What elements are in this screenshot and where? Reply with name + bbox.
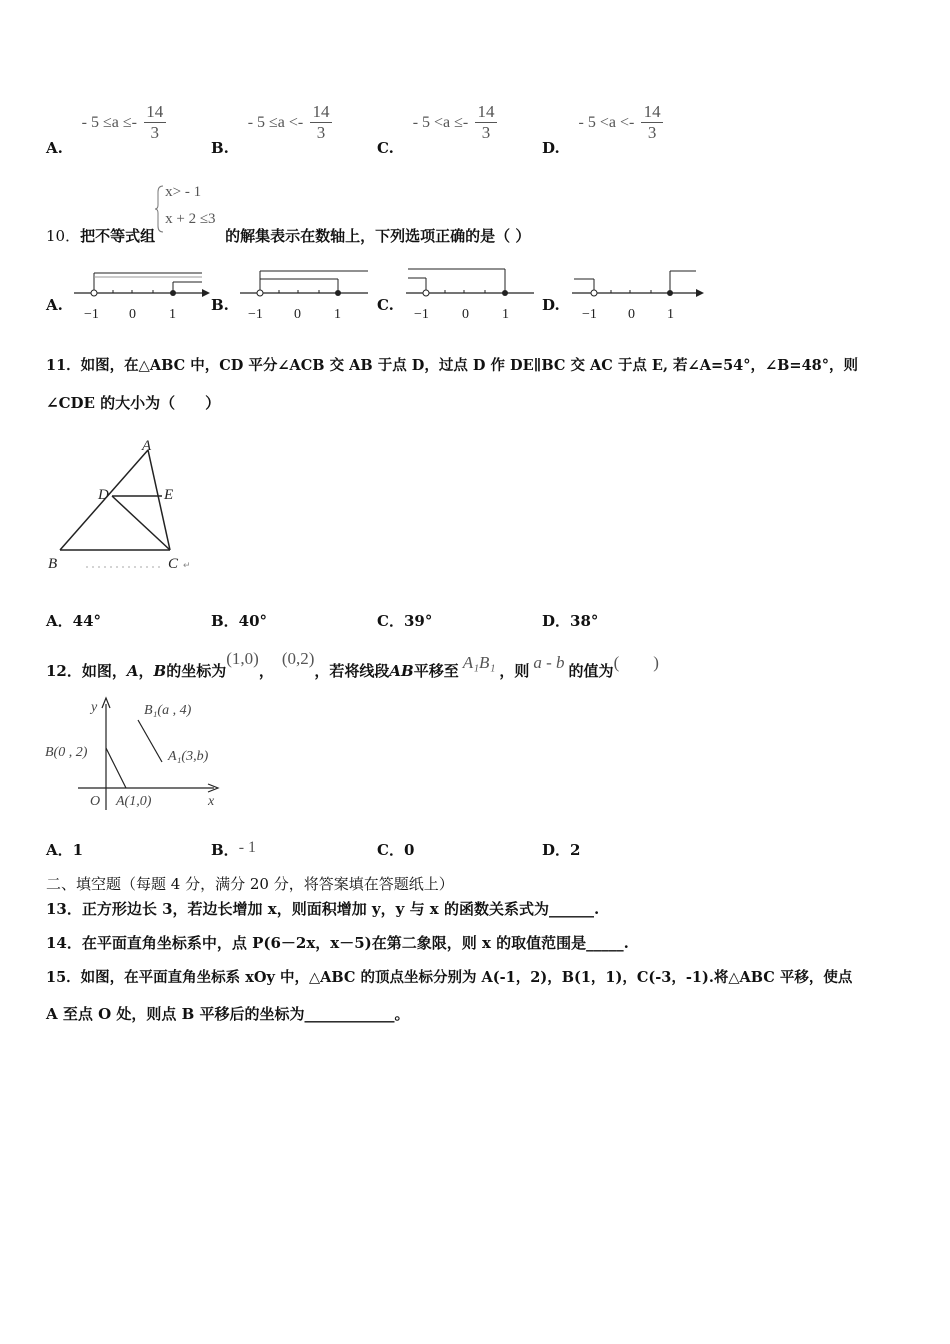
vertex-label-a: A	[142, 438, 152, 454]
tick-label: 1	[334, 307, 341, 322]
tick-label: 1	[169, 307, 176, 322]
q12-sep: ，	[138, 662, 154, 680]
vertex-label-e: E	[164, 487, 174, 503]
q12-expression: a - b	[533, 653, 565, 672]
q12-option-b[interactable]	[211, 836, 256, 857]
tick-label: −1	[84, 307, 99, 322]
q12-option-value: 1	[72, 841, 84, 859]
q9-option-b[interactable]	[211, 102, 334, 157]
tick-label: −1	[414, 307, 429, 322]
q15-line-1: 15．如图，在平面直角坐标系 xOy 中，△ABC 的顶点坐标分别为 A(-1，2)，B(1，1)，C(-3，-1).将△ABC 平移，使点	[46, 969, 853, 986]
q10-option-b-letter[interactable]: B.	[211, 296, 229, 314]
vertex-label-b: B	[48, 556, 58, 572]
q9-option-letter: A.	[46, 138, 63, 157]
tick-label: −1	[248, 307, 263, 322]
q10-number-line-d[interactable]	[568, 262, 708, 326]
q10-option-c-letter[interactable]: C.	[377, 296, 394, 314]
q12-option-c[interactable]	[377, 839, 414, 860]
q11-line-2: ∠CDE 的大小为（ ）	[46, 394, 221, 412]
q9-option-fraction: $\frac{14}{3}$	[144, 102, 166, 143]
q9-option-a[interactable]	[46, 102, 168, 157]
q9-option-lhs: - 5 <a ≤-	[412, 113, 469, 131]
q13-text: 13．正方形边长 3，若边长增加 x，则面积增加 y，y 与 x 的函数关系式为______.	[46, 900, 600, 918]
q9-option-lhs: - 5 <a <-	[578, 113, 635, 131]
q12-answer-paren: ( )	[613, 653, 659, 672]
q9-option-letter: D.	[542, 138, 560, 157]
q10-number-line-c[interactable]	[402, 262, 542, 326]
point-a1-label: A₁(3,b)	[168, 749, 209, 764]
y-axis-label: y	[91, 700, 98, 715]
q10-number-line-b[interactable]	[236, 262, 376, 326]
q10-inequality-2: x + 2 ≤3	[165, 211, 216, 227]
q12-post: 的值为	[568, 662, 614, 680]
tick-label: −1	[582, 307, 597, 322]
q10-inequality-1: x> - 1	[165, 184, 202, 200]
q12-option-letter: A．	[46, 841, 73, 859]
q9-option-d[interactable]	[542, 102, 665, 157]
q12-mid2: ，若将线段	[314, 662, 390, 680]
q12-mid3: 平移至	[413, 662, 459, 680]
q12-coord-b: (0,2)	[281, 649, 315, 668]
q10-option-d-letter[interactable]: D.	[542, 296, 560, 314]
q10-option-a-letter[interactable]: A.	[46, 296, 63, 314]
q9-option-lhs: - 5 ≤a <-	[247, 113, 304, 131]
q10-pre: 把不等式组	[80, 227, 156, 245]
q12-option-d[interactable]	[542, 839, 580, 860]
q12-option-value: 0	[403, 841, 415, 859]
q12-segment-1: A₁B₁	[462, 653, 496, 672]
q11-option-a[interactable]: A．44°	[46, 612, 102, 630]
q12-segment: AB	[389, 662, 414, 680]
return-arrow-icon: ↵	[183, 560, 191, 570]
q11-triangle-figure	[44, 432, 204, 578]
left-brace-icon	[155, 184, 165, 234]
q11-option-b[interactable]: B．40°	[211, 612, 268, 630]
point-b1-label: B₁(a , 4)	[144, 703, 192, 718]
q9-option-fraction: $\frac{14}{3}$	[641, 102, 663, 143]
q12-coord-a: (1,0)	[226, 649, 259, 668]
q9-option-lhs: - 5 ≤a ≤-	[81, 113, 137, 131]
q11-line-1: 11．如图，在△ABC 中，CD 平分∠ACB 交 AB 于点 D，过点 D 作 DE∥BC 交 AC 于点 E, 若∠A=54°，∠B=48°，则	[46, 357, 858, 374]
q12-coordinate-figure	[44, 692, 234, 814]
point-a-label: A(1,0)	[116, 794, 152, 809]
q15-line-2: A 至点 O 处，则点 B 平移后的坐标为____________。	[46, 1005, 410, 1023]
q10-inequality-system	[155, 184, 225, 234]
q12-mid4: ，则	[499, 662, 530, 680]
q12-option-value: - 1	[238, 839, 257, 856]
section-2-heading: 二、填空题（每题 4 分，满分 20 分，将答案填在答题纸上）	[46, 875, 454, 893]
origin-label: O	[90, 794, 101, 809]
tick-label: 0	[628, 307, 635, 322]
q12-point-b: B	[153, 662, 167, 680]
vertex-label-c: C	[168, 556, 179, 572]
q12-option-a[interactable]	[46, 839, 83, 860]
q12-stem	[46, 642, 659, 678]
q11-option-c[interactable]: C．39°	[377, 612, 433, 630]
tick-label: 1	[502, 307, 509, 322]
q10-number-line-a[interactable]	[70, 262, 210, 326]
x-axis-label: x	[208, 794, 215, 809]
tick-label: 0	[129, 307, 136, 322]
q9-option-fraction: $\frac{14}{3}$	[310, 102, 332, 143]
q10-stem	[46, 184, 531, 245]
q14-text: 14．在平面直角坐标系中，点 P(6－2x，x－5)在第二象限，则 x 的取值范围是_____.	[46, 934, 629, 952]
point-b-label: B(0 , 2)	[45, 745, 88, 760]
q12-comma: ，	[258, 662, 274, 680]
tick-label: 1	[667, 307, 674, 322]
tick-label: 0	[462, 307, 469, 322]
q12-mid: 的坐标为	[166, 662, 227, 680]
tick-label: 0	[294, 307, 301, 322]
q10-number: 10．	[46, 227, 81, 245]
q12-option-letter: C．	[377, 841, 404, 859]
q10-post: 的解集表示在数轴上，下列选项正确的是（ ）	[225, 227, 531, 245]
q12-point-a: A	[126, 662, 139, 680]
q12-option-letter: B．	[211, 841, 239, 859]
q12-pre: 12．如图，	[46, 662, 127, 680]
q9-option-letter: C.	[377, 138, 394, 157]
q11-option-d[interactable]: D．38°	[542, 612, 599, 630]
q9-option-fraction: $\frac{14}{3}$	[475, 102, 497, 143]
vertex-label-d: D	[98, 487, 109, 503]
q12-option-letter: D．	[542, 841, 571, 859]
q12-option-value: 2	[570, 841, 581, 859]
q9-option-c[interactable]	[377, 102, 499, 157]
q9-option-letter: B.	[211, 138, 229, 157]
